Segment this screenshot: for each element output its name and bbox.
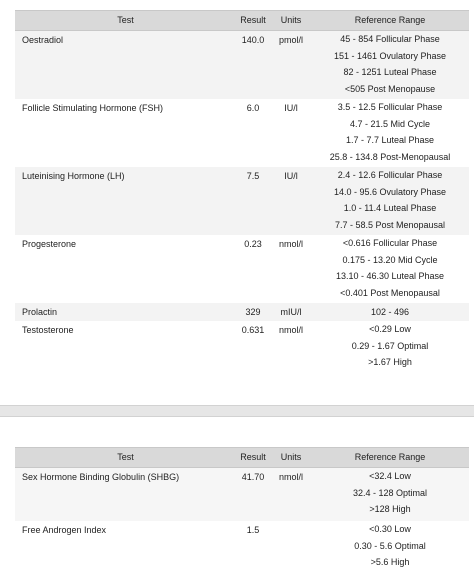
reference-range [315, 167, 465, 233]
test-name: Luteinising Hormone (LH) [22, 171, 125, 181]
reference-range [315, 235, 465, 301]
reference-line: 0.30 - 5.6 Optimal [354, 540, 426, 551]
reference-line: 2.4 - 12.6 Follicular Phase [337, 170, 443, 180]
reference-line: 14.0 - 95.6 Ovulatory Phase [333, 186, 447, 197]
reference-line: <0.401 Post Menopausal [340, 287, 440, 298]
reference-line: 45 - 854 Follicular Phase [340, 34, 440, 44]
table-header [15, 10, 469, 31]
result-value: 7.5 [246, 171, 260, 181]
table-header [15, 447, 469, 468]
result-units: IU/l [284, 171, 298, 181]
reference-line: 102 - 496 [370, 307, 410, 317]
reference-line: 25.8 - 134.8 Post-Menopausal [329, 151, 451, 162]
hormone-results-table [15, 10, 469, 373]
reference-line: 151 - 1461 Ovulatory Phase [333, 50, 447, 61]
androgen-results-table [15, 447, 469, 573]
table-row [15, 321, 469, 373]
reference-line: 32.4 - 128 Optimal [352, 487, 428, 498]
result-value: 329 [245, 307, 261, 317]
reference-line: >5.6 High [370, 557, 410, 567]
header-test: Test [117, 452, 134, 462]
result-units: pmol/l [278, 35, 303, 45]
reference-line: <32.4 Low [369, 471, 411, 481]
result-units: IU/l [284, 103, 298, 113]
reference-range [315, 321, 465, 371]
result-units: mIU/l [280, 307, 302, 317]
test-name: Oestradiol [22, 35, 64, 45]
reference-line: >128 High [369, 504, 411, 514]
reference-line: 13.10 - 46.30 Luteal Phase [335, 271, 445, 281]
reference-line: 0.175 - 13.20 Mid Cycle [342, 254, 438, 265]
reference-line: 1.0 - 11.4 Luteal Phase [343, 203, 437, 213]
result-value: 0.631 [241, 325, 265, 335]
table-row [15, 31, 469, 99]
table-row [15, 167, 469, 235]
reference-range [315, 99, 465, 165]
header-result: Result [240, 15, 266, 25]
table-row [15, 521, 469, 573]
result-units: nmol/l [278, 472, 303, 482]
test-name: Follicle Stimulating Hormone (FSH) [22, 103, 164, 113]
test-name: Progesterone [22, 239, 77, 249]
header-test: Test [117, 15, 134, 25]
result-value: 140.0 [241, 35, 265, 45]
header-reference-range: Reference Range [354, 452, 426, 462]
reference-line: 82 - 1251 Luteal Phase [343, 67, 437, 77]
table-row [15, 99, 469, 167]
table-row [15, 468, 469, 521]
header-result: Result [240, 452, 266, 462]
result-units: nmol/l [278, 239, 303, 249]
result-value: 1.5 [246, 525, 260, 535]
reference-range [315, 304, 465, 321]
reference-line: >1.67 High [368, 357, 412, 367]
result-value: 41.70 [241, 472, 265, 482]
reference-line: <0.616 Follicular Phase [342, 238, 438, 248]
header-units: Units [280, 15, 302, 25]
header-reference-range: Reference Range [354, 15, 426, 25]
reference-line: 0.29 - 1.67 Optimal [351, 340, 429, 351]
test-name: Testosterone [22, 325, 74, 335]
reference-line: 4.7 - 21.5 Mid Cycle [349, 118, 431, 129]
section-divider [0, 405, 474, 417]
result-value: 6.0 [246, 103, 260, 113]
reference-line: 7.7 - 58.5 Post Menopausal [334, 219, 446, 230]
test-name: Prolactin [22, 307, 58, 317]
reference-range [315, 521, 465, 571]
result-value: 0.23 [244, 239, 262, 249]
reference-line: <0.29 Low [369, 324, 411, 334]
reference-line: 1.7 - 7.7 Luteal Phase [345, 135, 435, 145]
reference-line: 3.5 - 12.5 Follicular Phase [337, 102, 443, 112]
reference-range [315, 468, 465, 518]
table-row [15, 303, 469, 321]
result-units: nmol/l [278, 325, 303, 335]
test-name: Free Androgen Index [22, 525, 107, 535]
reference-line: <505 Post Menopause [344, 83, 436, 94]
reference-range [315, 31, 465, 97]
test-name: Sex Hormone Binding Globulin (SHBG) [22, 472, 180, 482]
header-units: Units [280, 452, 302, 462]
reference-line: <0.30 Low [369, 524, 411, 534]
table-row [15, 235, 469, 303]
